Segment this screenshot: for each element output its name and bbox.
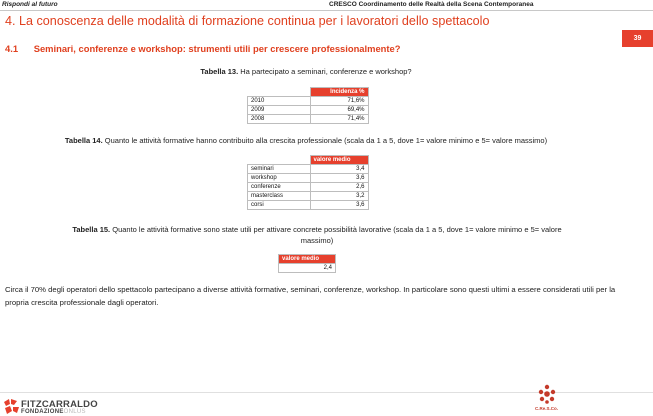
subsection-heading [5,43,400,54]
table14-row-value: 2,6 [310,183,368,192]
table13-row-label: 2010 [248,97,311,106]
table-row [248,192,369,201]
footer-logo-name: FITZCARRALDO [21,399,98,410]
page-number-badge: 39 [622,30,653,47]
subsection-number: 4.1 [5,43,19,54]
table14-row-value: 3,6 [310,174,368,183]
table15-caption-line2: massimo) [300,236,334,245]
table-row [248,106,369,115]
header-left-title: Rispondi al futuro [2,1,58,8]
footer-logo-sub-light: ONLUS [63,409,86,415]
table-row [279,264,336,273]
footer-logo-sub-main: FONDAZIONE [21,409,64,415]
header-right-title: CRESCO Coordinamento delle Realtà della Scena Contemporanea [329,1,534,8]
footer-right-logo-text: C.Re.S.Co. [535,406,559,411]
table14-row-label: conferenze [248,183,311,192]
table15 [278,254,336,273]
table14-caption-text: Quanto le attività formative hanno contribuito alla crescita professionale (scala da 1 a 5, dove 1= valore minimo e 5= valore massimo) [104,136,548,145]
fitzcarraldo-logo-icon [3,398,20,415]
table14-row-label: seminari [248,165,311,174]
table14-header: valore medio [310,156,368,165]
table14-row-label: corsi [248,201,311,210]
table-row [248,97,369,106]
table15-caption [22,224,612,246]
table-row [248,183,369,192]
table14-row-label: masterclass [248,192,311,201]
table14-label: Tabella 14. [64,136,103,145]
footer-logo-sub [21,409,86,415]
cresco-logo-icon [537,384,557,406]
table-row [248,165,369,174]
table-row [248,174,369,183]
table15-label: Tabella 15. [72,225,111,234]
table13-caption-text: Ha partecipato a seminari, conferenze e workshop? [240,67,412,76]
table13-label: Tabella 13. [200,67,239,76]
table14-row-value: 3,4 [310,165,368,174]
table15-header: valore medio [279,255,336,264]
header-divider [0,10,653,11]
section-heading: 4. La conoscenza delle modalità di formazione continua per i lavoratori dello spettacolo [5,14,490,28]
table14-caption [0,136,612,145]
table13-row-label: 2008 [248,115,311,124]
table13-header-row [248,88,369,97]
table13-row-label: 2009 [248,106,311,115]
table13-header: Incidenza % [310,88,368,97]
table14-row-label: workshop [248,174,311,183]
table13-caption [0,67,612,76]
table14-row-value: 3,6 [310,201,368,210]
table14 [247,155,369,210]
body-paragraph: Circa il 70% degli operatori dello spettacolo partecipano a diverse attività formative, seminari, conferenze, workshop. In particolare sono questi ultimi a essere considerati utili per la propria crescita professionale dagli operatori. [5,285,616,307]
table15-value: 2,4 [279,264,336,273]
table14-header-row [248,156,369,165]
table14-row-value: 3,2 [310,192,368,201]
subsection-title: Seminari, conferenze e workshop: strumenti utili per crescere professionalmente? [33,43,401,54]
table15-header-row [279,255,336,264]
table-row [248,201,369,210]
table-row [248,115,369,124]
table13-row-value: 69,4% [310,106,368,115]
table13-row-value: 71,6% [310,97,368,106]
table13-row-value: 71,4% [310,115,368,124]
table15-caption-line1: Quanto le attività formative sono state utili per attivare concrete possibilità lavorative (scala da 1 a 5, dove 1= valore minimo e 5= valore [112,225,562,234]
table13 [247,87,369,124]
